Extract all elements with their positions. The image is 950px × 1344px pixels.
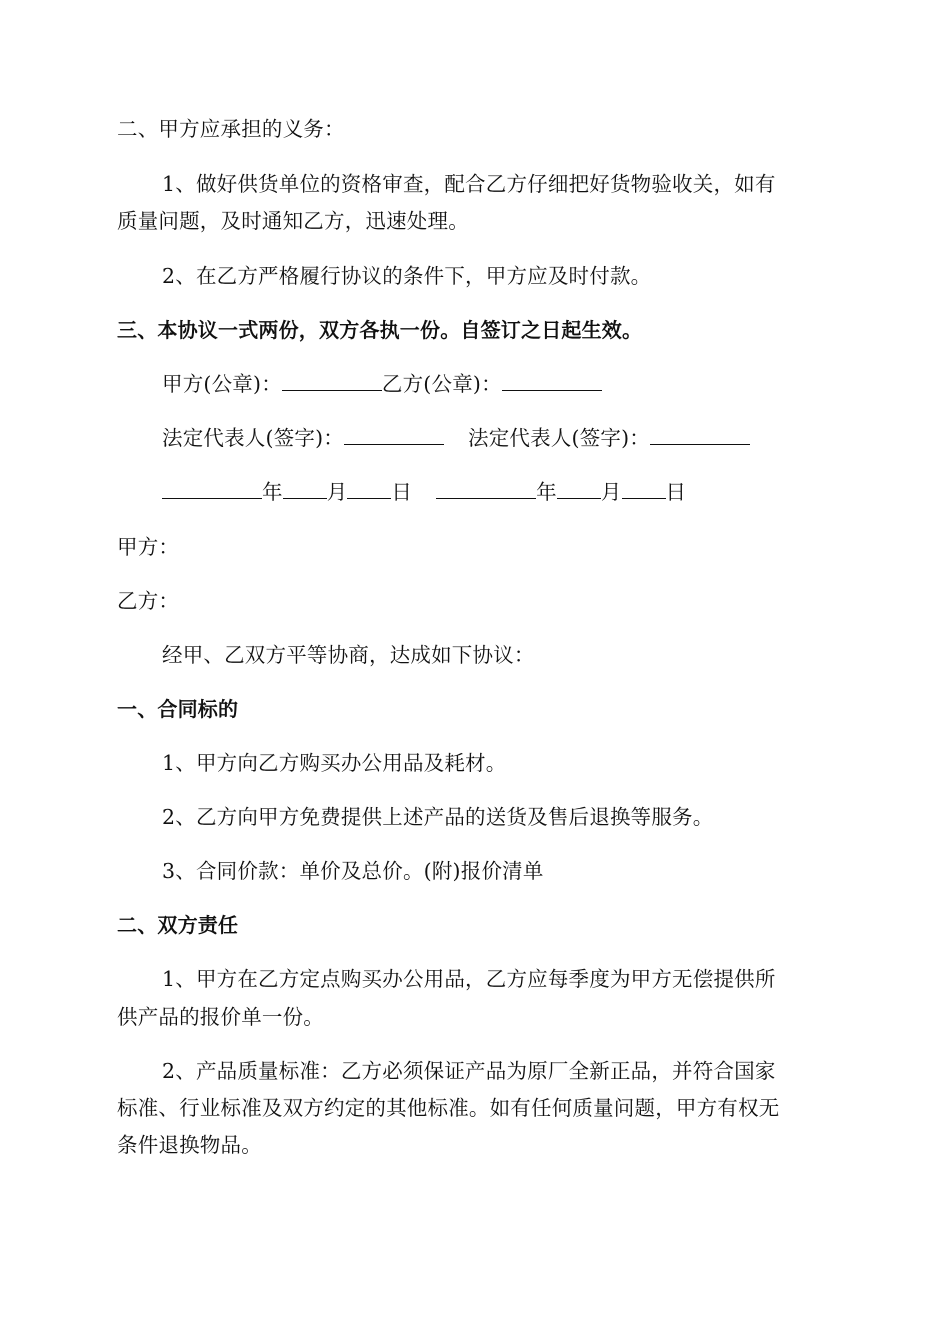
seal-line (162, 370, 602, 398)
party-b-label: 乙方： (117, 589, 180, 613)
signature-blank[interactable] (650, 424, 750, 445)
paragraph-line: 1、甲方向乙方购买办公用品及耗材。 (162, 751, 507, 775)
paragraph-line: 3、合同价款：单价及总价。(附)报价清单 (162, 859, 544, 883)
section-subject-heading: 一、合同标的 (117, 697, 239, 721)
representative-line (162, 424, 750, 452)
date-line (162, 478, 686, 506)
party-a-label: 甲方： (117, 535, 180, 559)
year-label: 年 (536, 480, 557, 504)
signature-blank[interactable] (502, 370, 602, 391)
paragraph-line: 供产品的报价单一份。 (117, 1005, 324, 1029)
party-a-seal-label: 甲方(公章)： (162, 372, 282, 396)
signature-blank[interactable] (344, 424, 444, 445)
paragraph-line: 2、产品质量标准：乙方必须保证产品为原厂全新正品，并符合国家 (162, 1059, 776, 1083)
day-blank[interactable] (622, 478, 666, 499)
month-label: 月 (326, 480, 348, 504)
signature-blank[interactable] (282, 370, 382, 391)
day-label: 日 (665, 480, 687, 504)
section-three-heading: 三、本协议一式两份，双方各执一份。自签订之日起生效。 (117, 318, 643, 342)
paragraph-line: 条件退换物品。 (117, 1133, 262, 1157)
paragraph-line: 标准、行业标准及双方约定的其他标准。如有任何质量问题，甲方有权无 (117, 1096, 780, 1120)
paragraph-line: 1、做好供货单位的资格审查，配合乙方仔细把好货物验收关，如有 (162, 172, 776, 196)
section-obligations-heading: 二、甲方应承担的义务： (117, 117, 345, 141)
paragraph-line: 经甲、乙双方平等协商，达成如下协议： (162, 643, 535, 667)
paragraph-line: 2、在乙方严格履行协议的条件下，甲方应及时付款。 (162, 264, 652, 288)
paragraph-line: 2、乙方向甲方免费提供上述产品的送货及售后退换等服务。 (162, 805, 714, 829)
year-label: 年 (262, 480, 283, 504)
party-a-rep-label: 法定代表人(签字)： (162, 426, 344, 450)
year-blank[interactable] (162, 478, 262, 499)
party-b-seal-label: 乙方(公章)： (381, 372, 502, 396)
party-b-rep-label: 法定代表人(签字)： (468, 426, 650, 450)
month-label: 月 (600, 480, 622, 504)
section-responsibilities-heading: 二、双方责任 (117, 913, 239, 937)
year-blank[interactable] (436, 478, 536, 499)
day-label: 日 (391, 480, 413, 504)
paragraph-line: 质量问题，及时通知乙方，迅速处理。 (117, 209, 469, 233)
day-blank[interactable] (347, 478, 391, 499)
month-blank[interactable] (557, 478, 601, 499)
month-blank[interactable] (283, 478, 327, 499)
paragraph-line: 1、甲方在乙方定点购买办公用品，乙方应每季度为甲方无偿提供所 (162, 967, 776, 991)
